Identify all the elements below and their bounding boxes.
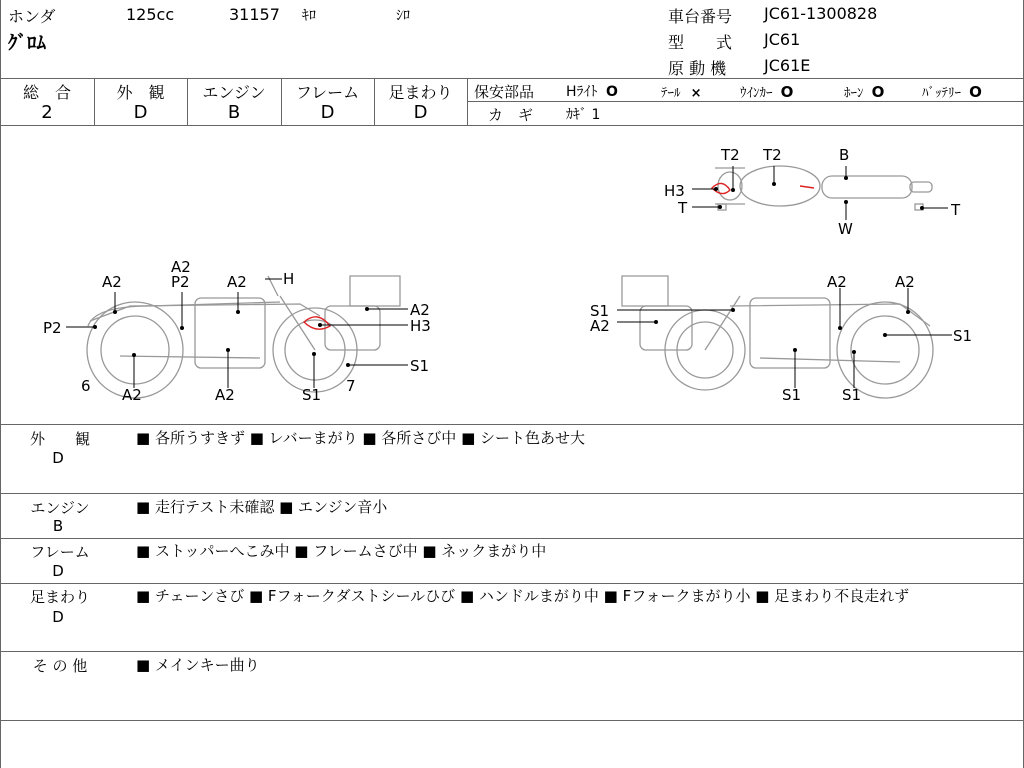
safety-item-mark: O <box>969 83 982 101</box>
section-grade: D <box>52 608 64 626</box>
safety-item-mark: × <box>690 86 702 101</box>
diagram-label: 6 <box>81 377 91 395</box>
damage-diagram <box>0 126 1024 424</box>
diagram-label: A2 <box>590 317 610 335</box>
maker: ホンダ <box>8 7 56 26</box>
diagram-label: S1 <box>842 386 862 404</box>
section-title: 足まわり <box>29 588 90 606</box>
model-name: ｸﾞﾛﾑ <box>8 32 47 54</box>
safety-item-battery <box>922 82 982 101</box>
key-label: カ ギ <box>488 106 534 124</box>
grade-table-top <box>0 78 1024 79</box>
safety-item-name: ﾎｰﾝ <box>844 86 864 101</box>
top-view-bike <box>715 166 932 210</box>
diagram-label: H <box>283 270 295 288</box>
overall-label: 総 合 <box>22 83 71 102</box>
frame-no: JC61-1300828 <box>764 4 878 23</box>
mileage: 31157 <box>229 5 280 24</box>
type-label: 型 式 <box>668 33 733 52</box>
displacement: 125cc <box>126 5 175 24</box>
section-divider <box>0 493 1024 494</box>
section-divider <box>0 424 1024 425</box>
diagram-label: H3 <box>664 182 685 200</box>
section-title: 外 観 <box>29 430 90 448</box>
safety-item-mark: O <box>871 83 885 101</box>
color: ｼﾛ <box>396 8 410 24</box>
safety-item-winker <box>740 82 793 101</box>
mileage-unit: ｷﾛ <box>302 8 316 24</box>
diagram-label: P2 <box>43 319 62 337</box>
diagram-label: A2 <box>227 273 247 291</box>
section-text: ■ 各所うすきず ■ レバーまがり ■ 各所さび中 ■ シート色あせ大 <box>136 429 586 447</box>
diagram-label: A2 <box>215 386 235 404</box>
section-title: そ の 他 <box>32 657 88 675</box>
section-divider <box>0 720 1024 721</box>
section-title: フレーム <box>30 543 90 561</box>
suspension-grade-label: 足まわり <box>388 83 453 102</box>
safety-item-horn <box>844 82 884 101</box>
diagram-label: S1 <box>302 386 322 404</box>
diagram-label: A2 <box>410 301 430 319</box>
engine-model: JC61E <box>764 56 811 75</box>
engine-grade-label: エンジン <box>202 83 266 102</box>
safety-item-mark: O <box>780 83 794 101</box>
section-text: ■ チェーンさび ■ Fフォークダストシールひび ■ ハンドルまがり中 ■ Fフォークまがり小 ■ 足まわり不良走れず <box>136 587 910 605</box>
section-divider <box>0 651 1024 652</box>
suspension-grade: D <box>413 102 428 123</box>
diagram-label: A2 <box>122 386 142 404</box>
diagram-label: 7 <box>346 377 356 395</box>
key-value: ｶｷﾞ 1 <box>566 107 601 123</box>
diagram-label: S1 <box>410 357 430 375</box>
right-side-bike <box>622 276 933 398</box>
frame-no-label: 車台番号 <box>668 7 733 26</box>
safety-item-name: ﾃｰﾙ <box>661 86 681 101</box>
diagram-label: T2 <box>721 146 740 164</box>
diagram-label: A2 <box>102 273 122 291</box>
diagram-label: S1 <box>953 327 973 345</box>
diagram-label: W <box>838 220 853 238</box>
diagram-label: T <box>951 201 961 219</box>
frame-grade-label: フレーム <box>295 83 360 102</box>
diagram-label: S1 <box>782 386 802 404</box>
section-grade: D <box>52 562 64 580</box>
section-text: ■ メインキー曲り <box>136 656 260 674</box>
diagram-label: A2 <box>827 273 847 291</box>
safety-item-name: ﾊﾞｯﾃﾘｰ <box>922 86 961 101</box>
damage-mark <box>304 317 330 329</box>
safety-item-tail <box>661 82 702 101</box>
exterior-grade: D <box>133 102 148 123</box>
engine-label: 原 動 機 <box>668 59 727 78</box>
diagram-label: T2 <box>763 146 782 164</box>
section-divider <box>0 538 1024 539</box>
safety-label: 保安部品 <box>474 83 535 101</box>
safety-item-name: ｳｲﾝｶｰ <box>740 86 773 101</box>
diagram-label: A2 <box>171 258 191 276</box>
damage-mark <box>800 186 814 188</box>
overall-grade: 2 <box>41 102 53 123</box>
safety-item-mark: O <box>605 84 618 100</box>
section-grade: D <box>52 449 64 467</box>
section-text: ■ ストッパーへこみ中 ■ フレームさび中 ■ ネックまがり中 <box>136 542 547 560</box>
section-divider <box>0 583 1024 584</box>
grade-col-5 <box>467 78 468 125</box>
type-value: JC61 <box>764 30 801 49</box>
section-text: ■ 走行テスト未確認 ■ エンジン音小 <box>136 498 388 516</box>
safety-divider <box>468 101 1024 102</box>
exterior-label: 外 観 <box>116 83 165 102</box>
frame-grade: D <box>320 102 335 123</box>
diagram-label: S1 <box>590 302 610 320</box>
diagram-label: T <box>678 199 688 217</box>
section-grade: B <box>52 517 64 535</box>
engine-grade: B <box>227 102 241 123</box>
safety-item-name: Hﾗｲﾄ <box>566 84 598 100</box>
safety-item-headlight <box>566 81 618 101</box>
section-title: エンジン <box>30 499 90 517</box>
diagram-label: H3 <box>410 317 431 335</box>
diagram-label: P2 <box>171 273 190 291</box>
diagram-label: A2 <box>895 273 915 291</box>
diagram-label: B <box>839 146 850 164</box>
